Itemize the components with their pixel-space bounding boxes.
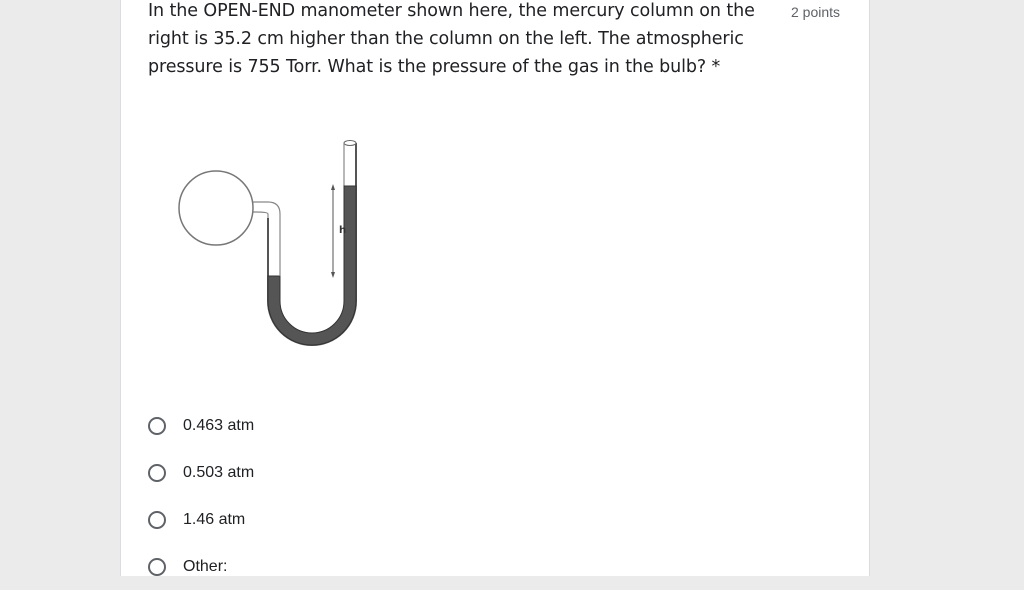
option-2[interactable] — [148, 496, 548, 543]
option-label: 0.503 atm — [183, 463, 255, 481]
required-asterisk: * — [706, 57, 721, 77]
option-label: 1.46 atm — [183, 510, 246, 528]
height-arrow-top — [331, 184, 335, 190]
open-tube-end — [344, 141, 356, 146]
question-body: In the OPEN-END manometer shown here, the mercury column on the right is 35.2 cm higher than the column on the left. The atmospheric pressure is 755 Torr. What is the pressure of the gas in the bulb? — [148, 1, 755, 77]
gas-bulb — [179, 171, 253, 245]
radio-button[interactable] — [148, 464, 166, 482]
height-arrow-bottom — [331, 272, 335, 278]
manometer-diagram — [156, 136, 376, 356]
radio-button[interactable] — [148, 511, 166, 529]
answer-options — [148, 402, 548, 590]
option-1[interactable] — [148, 449, 548, 496]
option-label: Other: — [183, 557, 228, 575]
mercury-column — [268, 186, 356, 345]
points-label: 2 points — [791, 4, 841, 20]
question-text — [148, 0, 768, 81]
bulb-connector — [252, 212, 268, 218]
radio-button[interactable] — [148, 558, 166, 576]
option-label: 0.463 atm — [183, 416, 255, 434]
height-label: h — [339, 225, 347, 236]
question-card — [120, 0, 870, 576]
radio-button[interactable] — [148, 417, 166, 435]
option-0[interactable] — [148, 402, 548, 449]
option-other[interactable] — [148, 543, 548, 590]
